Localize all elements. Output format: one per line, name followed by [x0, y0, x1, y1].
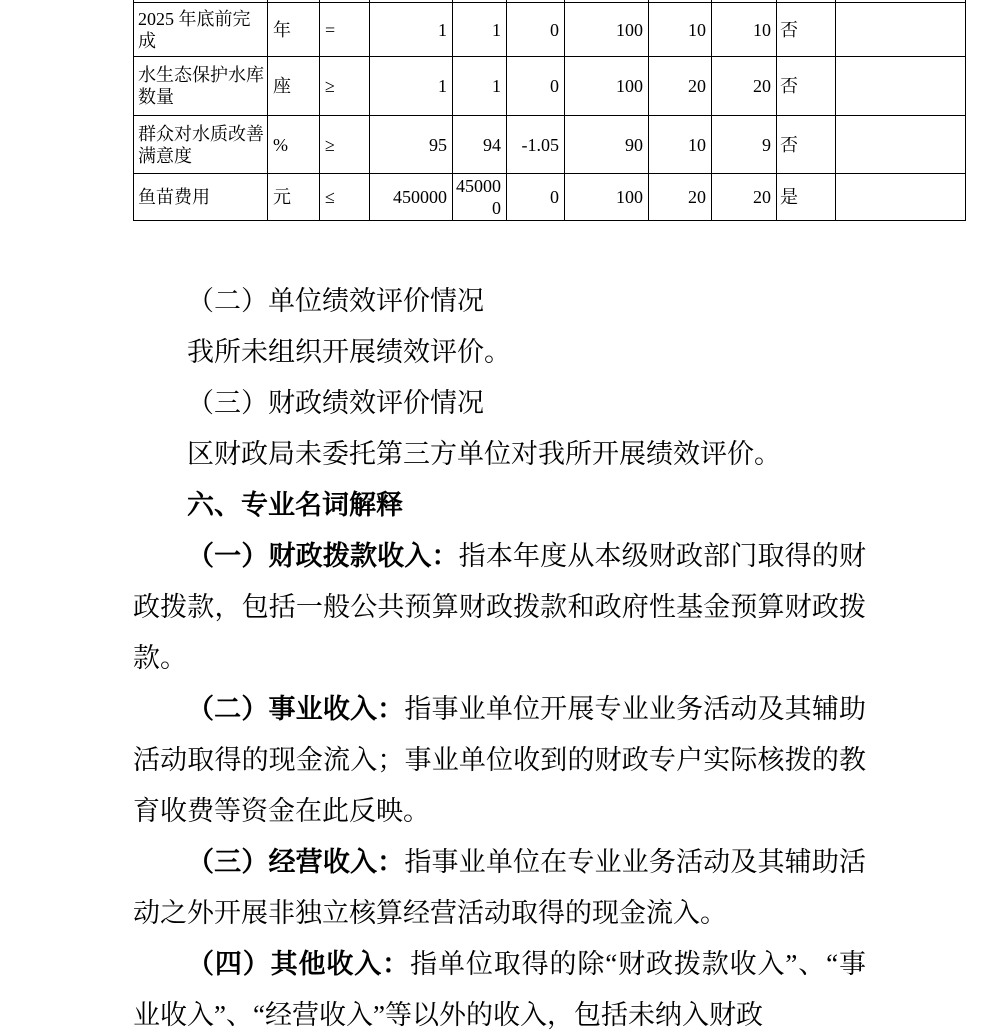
indicator-table-container: [133, 0, 966, 221]
term-paragraph: [133, 684, 866, 837]
actual-value-cell: 94: [453, 116, 507, 174]
target-value-cell: 95: [370, 116, 453, 174]
note-cell: [836, 116, 966, 174]
note-cell: [836, 57, 966, 116]
flag-cell: 否: [777, 3, 836, 57]
deviation-cell: 0: [507, 3, 565, 57]
actual-value-cell: 1: [453, 57, 507, 116]
performance-indicator-table: [133, 0, 966, 221]
term-definition: 指本年度从本级财政部门取得的财政拨款，包括一般公共预算财政拨款和政府性基金预算财政拨款。: [133, 541, 867, 673]
subsection-heading: （二）单位绩效评价情况: [187, 286, 484, 316]
table-row: [134, 116, 966, 174]
deviation-cell: -1.05: [507, 116, 565, 174]
score-rate-cell: 90: [565, 116, 649, 174]
term-paragraph: [133, 531, 866, 684]
indicator-name-cell: 鱼苗费用: [134, 174, 268, 221]
score-cell: 20: [712, 174, 777, 221]
operator-cell: ≤: [320, 174, 370, 221]
score-rate-cell: 100: [565, 3, 649, 57]
table-row: [134, 174, 966, 221]
score-cell: 10: [712, 3, 777, 57]
paragraph: 我所未组织开展绩效评价。: [187, 337, 511, 367]
operator-cell: =: [320, 3, 370, 57]
weight-cell: 20: [649, 57, 712, 116]
subsection-heading: （三）财政绩效评价情况: [187, 388, 484, 418]
note-cell: [836, 174, 966, 221]
weight-cell: 10: [649, 116, 712, 174]
actual-value-cell: 450000: [453, 174, 507, 221]
target-value-cell: 450000: [370, 174, 453, 221]
term-definition: 指事业单位在专业业务活动及其辅助活动之外开展非独立核算经营活动取得的现金流入。: [133, 847, 867, 928]
term-label: （二）事业收入：: [187, 694, 405, 724]
flag-cell: 否: [777, 116, 836, 174]
unit-cell: 年: [268, 3, 320, 57]
score-rate-cell: 100: [565, 57, 649, 116]
term-definition: 指单位取得的除“财政拨款收入”、“事业收入”、“经营收入”等以外的收入，包括未纳入财政: [133, 949, 867, 1030]
unit-cell: %: [268, 116, 320, 174]
term-label: （一）财政拨款收入：: [187, 541, 459, 571]
paragraph: 区财政局未委托第三方单位对我所开展绩效评价。: [187, 439, 781, 469]
deviation-cell: 0: [507, 57, 565, 116]
indicator-name-cell: 水生态保护水库数量: [134, 57, 268, 116]
score-cell: 9: [712, 116, 777, 174]
actual-value-cell: 1: [453, 3, 507, 57]
term-label: （四）其他收入：: [187, 949, 411, 979]
note-cell: [836, 3, 966, 57]
term-label: （三）经营收入：: [187, 847, 405, 877]
chapter-heading: 六、专业名词解释: [187, 490, 403, 520]
unit-cell: 元: [268, 174, 320, 221]
indicator-name-cell: 2025 年底前完成: [134, 3, 268, 57]
table-row: [134, 3, 966, 57]
flag-cell: 否: [777, 57, 836, 116]
table-row: [134, 57, 966, 116]
indicator-name-cell: 群众对水质改善满意度: [134, 116, 268, 174]
operator-cell: ≥: [320, 116, 370, 174]
deviation-cell: 0: [507, 174, 565, 221]
term-paragraph: [133, 837, 866, 939]
weight-cell: 20: [649, 174, 712, 221]
score-rate-cell: 100: [565, 174, 649, 221]
term-paragraph: [133, 939, 866, 1031]
term-definition: 指事业单位开展专业业务活动及其辅助活动取得的现金流入；事业单位收到的财政专户实际核拨的教育收费等资金在此反映。: [133, 694, 867, 826]
text-section: [133, 276, 866, 1031]
target-value-cell: 1: [370, 3, 453, 57]
target-value-cell: 1: [370, 57, 453, 116]
score-cell: 20: [712, 57, 777, 116]
unit-cell: 座: [268, 57, 320, 116]
operator-cell: ≥: [320, 57, 370, 116]
flag-cell: 是: [777, 174, 836, 221]
weight-cell: 10: [649, 3, 712, 57]
